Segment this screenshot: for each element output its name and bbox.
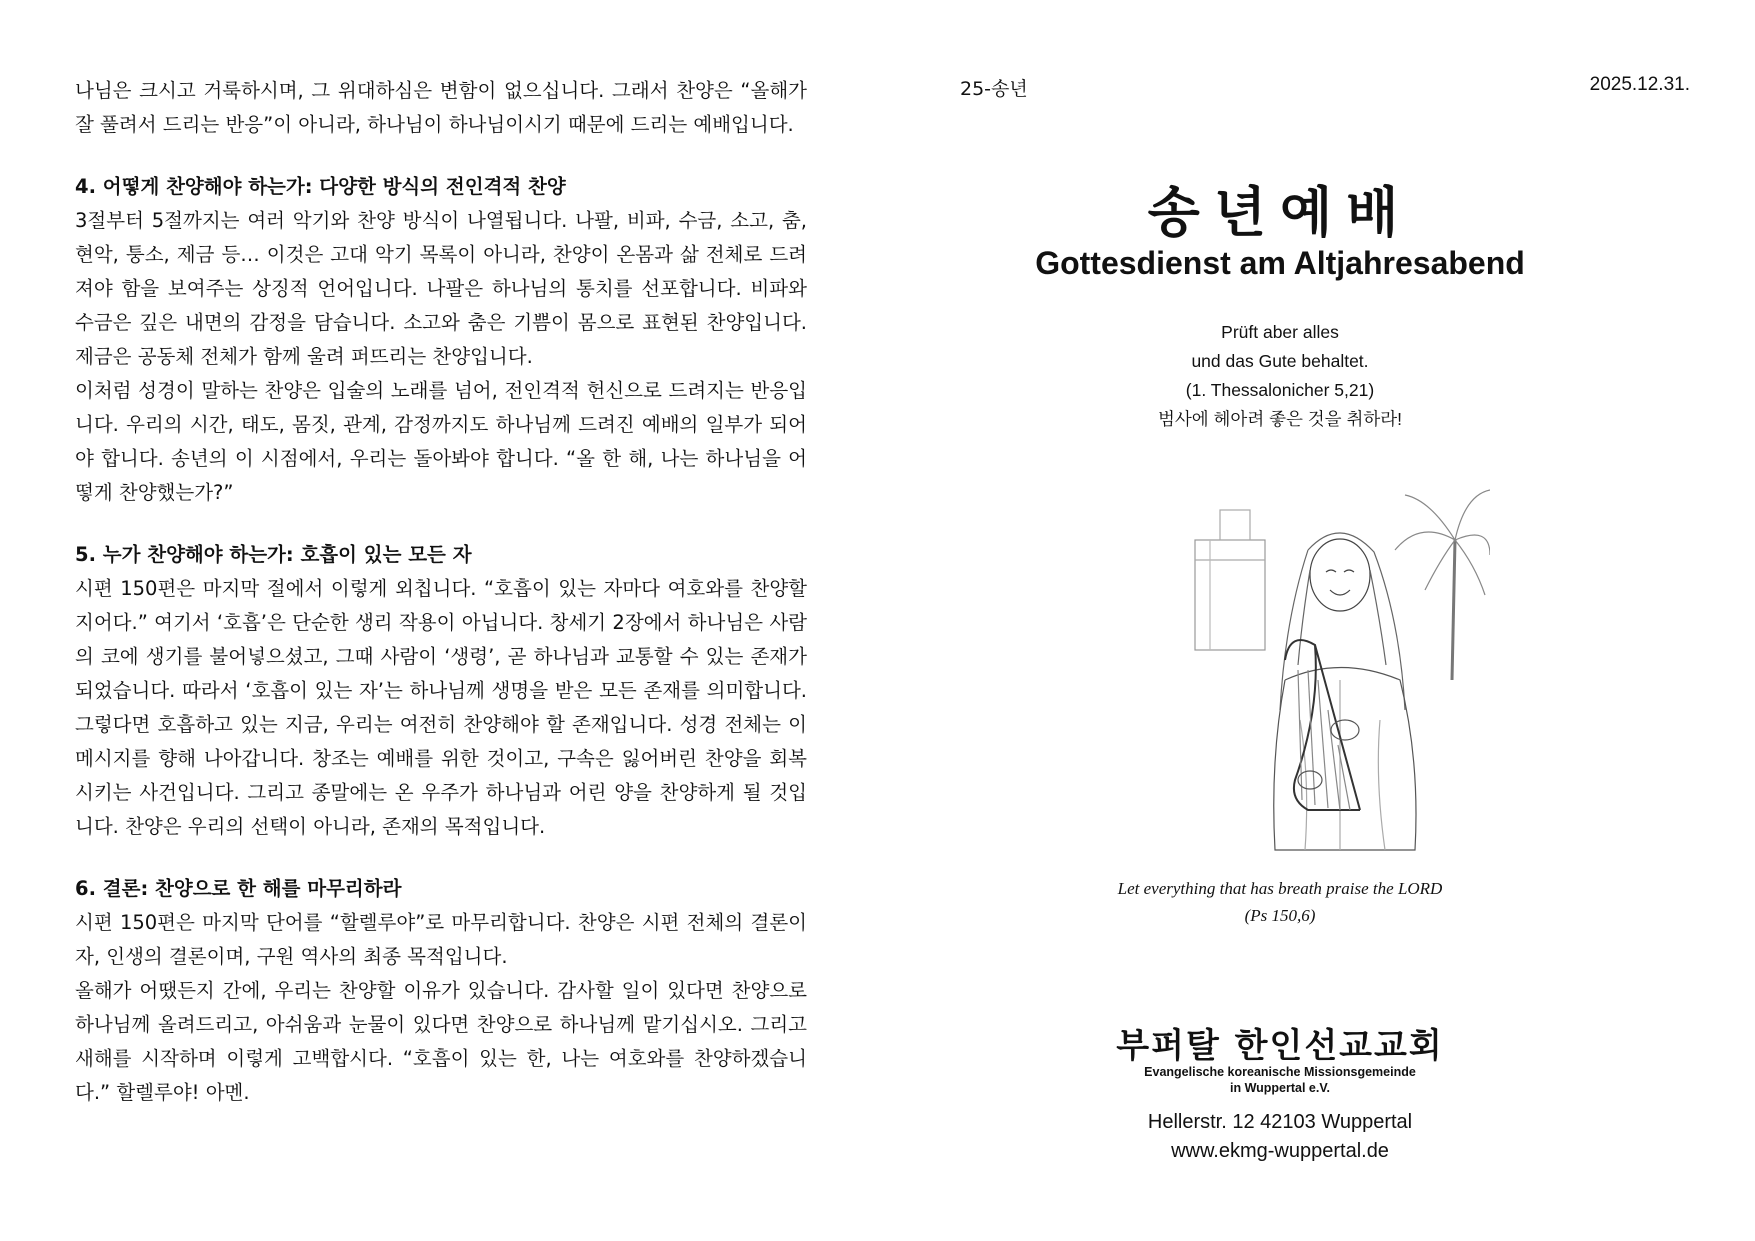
verse-line-4: 범사에 헤아려 좋은 것을 취하라! [1157,409,1403,429]
bulletin-code: 25-송년 [960,78,1028,100]
section-4-heading: 4. 어떻게 찬양해야 하는가: 다양한 방식의 전인격적 찬양 [75,175,566,198]
section-4-paragraph-1: 3절부터 5절까지는 여러 악기와 찬양 방식이 나열됩니다. 나팔, 비파, 수금, 소고, 춤, 현악, 퉁소, 제금 등… 이것은 고대 악기 목록이 아니라, 찬양이 온몸과 삶 전체로 드려져야 함을 보여주는 상징적 언어입니다. 나팔은 하나님의 통치를 선포합니다. 비파와 수금은 깊은 내면의 감정을 담습니다. 소고와 춤은 기쁨이 몸으로 표현된 찬양입니다. 제금은 공동체 전체가 함께 울려 퍼뜨리는 찬양입니다. [75,209,807,368]
church-name-korean: 부퍼탈 한인선교교회 [1116,1026,1444,1066]
girl-with-harp-illustration [1190,480,1490,865]
section-6-heading: 6. 결론: 찬양으로 한 해를 마무리하라 [75,877,402,900]
intro-paragraph: 나님은 크시고 거룩하시며, 그 위대하심은 변함이 없으십니다. 그래서 찬양은 “올해가 잘 풀려서 드리는 반응”이 아니라, 하나님이 하나님이시기 때문에 드리는 예배입니다. [75,79,807,136]
section-4-paragraph-2: 이처럼 성경이 말하는 찬양은 입술의 노래를 넘어, 전인격적 헌신으로 드려지는 반응입니다. 우리의 시간, 태도, 몸짓, 관계, 감정까지도 하나님께 드려진 예배의 일부가 되어야 합니다. 송년의 이 시점에서, 우리는 돌아봐야 합니다. “올 한 해, 나는 하나님을 어떻게 찬양했는가?” [75,379,807,504]
church-address: Hellerstr. 12 42103 Wuppertal [1147,1111,1413,1133]
church-website: www.ekmg-wuppertal.de [1171,1140,1389,1162]
cover-page [960,70,1690,1180]
church-de-line-2: in Wuppertal e.V. [1229,1081,1331,1095]
illustration-caption [970,875,1590,929]
church-de-line-1: Evangelische koreanische Missionsgemeinde [1144,1065,1416,1079]
title-korean: 송년예배 [1147,181,1413,244]
service-date: 2025.12.31. [1589,74,1690,95]
verse-line-1: Prüft aber alles [1221,322,1339,342]
section-5-paragraph-1: 시편 150편은 마지막 절에서 이렇게 외칩니다. “호흡이 있는 자마다 여호와를 찬양할지어다.” 여기서 ‘호흡’은 단순한 생리 작용이 아닙니다. 창세기 2장에서 하나님은 사람의 코에 생기를 불어넣으셨고, 그때 사람이 ‘생령’, 곧 하나님과 교통할 수 있는 존재가 되었습니다. 따라서 ‘호흡이 있는 자’는 하나님께 생명을 받은 모든 존재를 의미합니다. 그렇다면 호흡하고 있는 지금, 우리는 여전히 찬양해야 할 존재입니다. 성경 전체는 이 메시지를 향해 나아갑니다. 창조는 예배를 위한 것이고, 구속은 잃어버린 찬양을 회복시키는 사건입니다. 그리고 종말에는 온 우주가 하나님과 어린 양을 찬양하게 될 것입니다. 찬양은 우리의 선택이 아니라, 존재의 목적입니다. [75,577,807,838]
section-5-heading: 5. 누가 찬양해야 하는가: 호흡이 있는 모든 자 [75,543,472,566]
section-6-paragraph-2: 올해가 어땠든지 간에, 우리는 찬양할 이유가 있습니다. 감사할 일이 있다면 찬양으로 하나님께 올려드리고, 아쉬움과 눈물이 있다면 찬양으로 하나님께 맡기십시오. 그리고 새해를 시작하며 이렇게 고백합시다. “호흡이 있는 한, 나는 여호와를 찬양하겠습니다.” 할렐루야! 아멘. [75,979,807,1104]
left-page [75,74,807,1110]
verse-line-2: und das Gute behaltet. [1191,351,1369,371]
church-contact [970,1108,1590,1166]
church-name-german [970,1064,1590,1096]
motto-verse [970,318,1590,434]
verse-line-3: (1. Thessalonicher 5,21) [1185,380,1375,400]
caption-line-1: Let everything that has breath praise the LORD [1117,879,1443,898]
caption-line-2: (Ps 150,6) [1244,906,1316,925]
title-german: Gottesdienst am Altjahresabend [1035,245,1525,281]
section-6-paragraph-1: 시편 150편은 마지막 단어를 “할렐루야”로 마무리합니다. 찬양은 시편 전체의 결론이자, 인생의 결론이며, 구원 역사의 최종 목적입니다. [75,911,807,968]
